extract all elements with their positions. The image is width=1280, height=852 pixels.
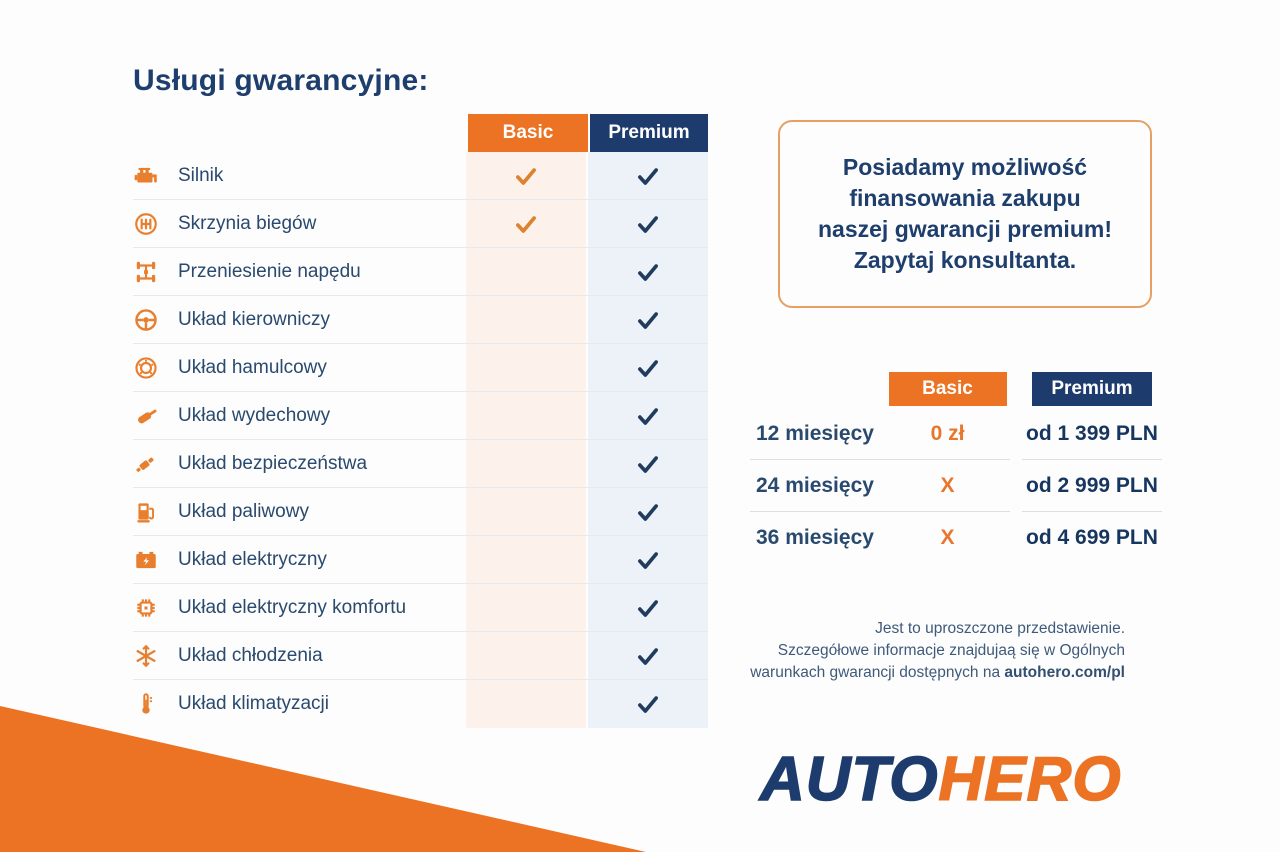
basic-availability-cell	[466, 344, 586, 391]
warranty-services-table	[133, 114, 708, 728]
premium-availability-cell	[588, 392, 708, 439]
disclaimer-line: Szczegółowe informacje znajdujaą się w Ogólnych	[777, 642, 1125, 659]
pricing-basic-value: 0 zł	[885, 408, 1010, 460]
service-row	[133, 488, 708, 536]
service-label: Skrzynia biegów	[178, 212, 317, 234]
pricing-basic-header: Basic	[889, 372, 1007, 406]
logo-hero-part: HERO	[938, 745, 1122, 814]
brake-disc-icon	[133, 344, 178, 391]
pricing-premium-value: od 4 699 PLN	[1026, 526, 1158, 549]
check-icon	[635, 307, 661, 333]
service-label: Układ hamulcowy	[178, 356, 327, 378]
exhaust-icon	[133, 392, 178, 439]
page-title: Usługi gwarancyjne:	[133, 64, 429, 97]
pricing-premium-header: Premium	[1032, 372, 1152, 406]
check-icon	[513, 211, 539, 237]
pricing-premium-value: od 2 999 PLN	[1022, 460, 1162, 512]
premium-availability-cell	[588, 680, 708, 728]
check-icon	[635, 451, 661, 477]
financing-promo-box	[778, 120, 1152, 308]
steering-wheel-icon	[133, 296, 178, 343]
snowflake-icon	[133, 632, 178, 679]
services-column-headers	[133, 114, 708, 152]
check-icon	[635, 547, 661, 573]
pricing-table	[750, 372, 1162, 564]
premium-availability-cell	[588, 248, 708, 295]
basic-availability-cell	[466, 632, 586, 679]
premium-availability-cell	[588, 536, 708, 583]
check-icon	[635, 643, 661, 669]
basic-availability-cell	[466, 488, 586, 535]
pricing-column-gap	[1010, 512, 1022, 564]
drivetrain-icon	[133, 248, 178, 295]
basic-availability-cell	[466, 440, 586, 487]
service-label: Układ elektryczny	[178, 548, 327, 570]
promo-line: Zapytaj konsultanta.	[853, 247, 1077, 273]
basic-availability-cell	[466, 536, 586, 583]
disclaimer-line	[750, 662, 1125, 684]
pricing-column-gap	[1010, 408, 1022, 460]
disclaimer-line-prefix: warunkach gwarancji dostępnych na	[750, 664, 1005, 681]
pricing-period: 36 miesięcy	[756, 526, 874, 549]
service-label: Układ klimatyzacji	[178, 693, 329, 714]
pricing-row	[750, 408, 1162, 460]
pricing-rows	[750, 408, 1162, 564]
promo-line: Posiadamy możliwość	[842, 154, 1088, 180]
basic-availability-cell	[466, 680, 586, 728]
service-row	[133, 680, 708, 728]
pricing-column-headers	[750, 372, 1162, 408]
service-row	[133, 248, 708, 296]
battery-icon	[133, 536, 178, 583]
premium-availability-cell	[588, 632, 708, 679]
service-row	[133, 344, 708, 392]
disclaimer-line: Jest to uproszczone przedstawienie.	[875, 620, 1125, 637]
pricing-row	[750, 512, 1162, 564]
pricing-period: 12 miesięcy	[750, 408, 885, 460]
service-label: Układ wydechowy	[178, 404, 331, 426]
check-icon	[635, 595, 661, 621]
pricing-row	[750, 460, 1162, 512]
promo-line: finansowania zakupu	[849, 185, 1081, 211]
disclaimer-text	[750, 618, 1125, 684]
pricing-premium-value: od 1 399 PLN	[1022, 408, 1162, 460]
basic-availability-cell	[466, 152, 586, 199]
service-row	[133, 392, 708, 440]
basic-availability-cell	[466, 248, 586, 295]
check-icon	[635, 403, 661, 429]
premium-availability-cell	[588, 200, 708, 247]
fuel-pump-icon	[133, 488, 178, 535]
premium-column-header: Premium	[590, 114, 708, 152]
pricing-basic-value: X	[940, 526, 955, 549]
service-row	[133, 584, 708, 632]
premium-availability-cell	[588, 584, 708, 631]
thermometer-icon	[133, 680, 178, 728]
premium-availability-cell	[588, 344, 708, 391]
premium-availability-cell	[588, 152, 708, 199]
gearbox-icon	[133, 200, 178, 247]
autohero-logo	[760, 744, 1122, 815]
check-icon	[635, 691, 661, 717]
chip-icon	[133, 584, 178, 631]
service-label: Przeniesienie napędu	[178, 260, 361, 282]
premium-availability-cell	[588, 488, 708, 535]
service-label: Układ kierowniczy	[178, 308, 331, 330]
basic-column-header: Basic	[468, 114, 588, 152]
service-row	[133, 200, 708, 248]
service-label: Układ chłodzenia	[178, 644, 323, 666]
service-row	[133, 632, 708, 680]
service-row	[133, 296, 708, 344]
premium-availability-cell	[588, 440, 708, 487]
logo-auto-part: AUTO	[760, 745, 939, 814]
basic-availability-cell	[466, 392, 586, 439]
check-icon	[635, 355, 661, 381]
basic-availability-cell	[466, 200, 586, 247]
check-icon	[635, 211, 661, 237]
disclaimer-website: autohero.com/pl	[1004, 664, 1125, 681]
service-rows	[133, 152, 708, 728]
pricing-basic-value: X	[885, 460, 1010, 512]
check-icon	[513, 163, 539, 189]
check-icon	[635, 259, 661, 285]
pricing-column-gap	[1010, 460, 1022, 512]
service-label: Silnik	[178, 164, 224, 186]
service-row	[133, 440, 708, 488]
engine-icon	[133, 152, 178, 199]
seatbelt-icon	[133, 440, 178, 487]
service-row	[133, 536, 708, 584]
basic-availability-cell	[466, 296, 586, 343]
promo-line: naszej gwarancji premium!	[818, 216, 1112, 242]
premium-availability-cell	[588, 296, 708, 343]
basic-availability-cell	[466, 584, 586, 631]
check-icon	[635, 163, 661, 189]
service-label: Układ elektryczny komfortu	[178, 596, 407, 618]
check-icon	[635, 499, 661, 525]
service-label: Układ paliwowy	[178, 500, 309, 522]
service-row	[133, 152, 708, 200]
service-label: Układ bezpieczeństwa	[178, 452, 368, 474]
pricing-period: 24 miesięcy	[750, 460, 885, 512]
